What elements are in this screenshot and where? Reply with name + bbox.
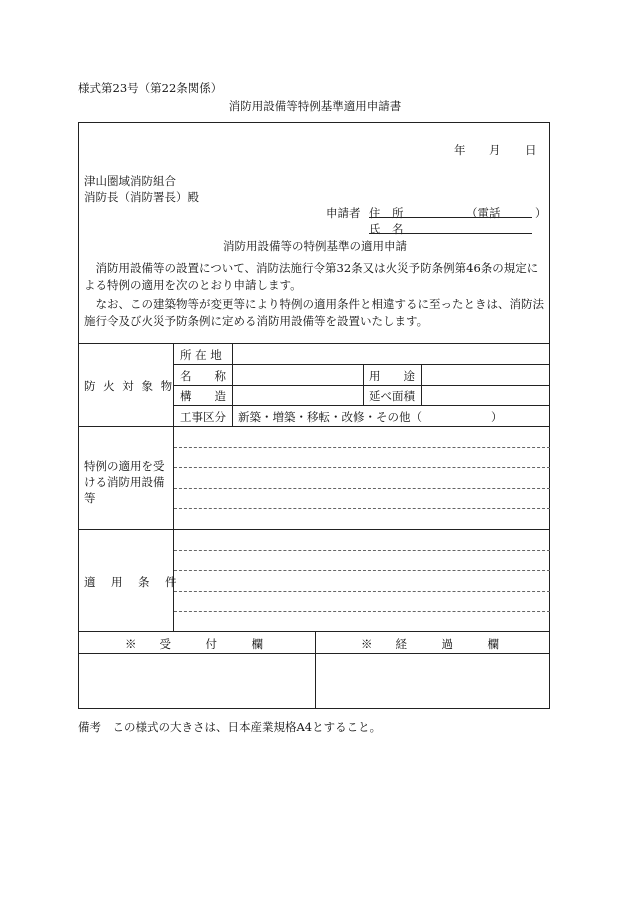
conditions-dashed-line <box>174 550 550 551</box>
applicant-name-label: 氏 名 <box>369 222 404 236</box>
request-subtitle: 消防用設備等の特例基準の適用申請 <box>223 239 407 253</box>
remarks-note: 備考 この様式の大きさは、日本産業規格A4とすること。 <box>78 720 382 734</box>
special-equipment-label: 特例の適用を受ける消防用設備等 <box>84 459 165 505</box>
object-section-rule <box>79 426 550 427</box>
progress-column-header: ※ 経 過 欄 <box>361 637 499 651</box>
conditions-dashed-line <box>174 591 550 592</box>
work-type-label: 工事区分 <box>180 410 226 424</box>
use-label: 用 途 <box>369 369 415 383</box>
structure-label: 構 造 <box>180 389 226 403</box>
equipment-dashed-line <box>174 467 550 468</box>
structure-row-rule <box>173 405 550 406</box>
date-day-label: 日 <box>525 143 537 157</box>
bottom-column-divider <box>315 631 316 709</box>
addressee-organization: 津山圏域消防組合 <box>84 174 176 188</box>
work-type-options: 新築・増築・移転・改修・その他（ ） <box>238 410 503 424</box>
applicant-label: 申請者 <box>326 206 361 220</box>
application-conditions-label: 適 用 条 件 <box>84 575 179 589</box>
fire-prevention-object-label: 防 火 対 象 物 <box>84 379 175 393</box>
equipment-section-rule <box>79 529 550 530</box>
name-underline <box>369 233 532 234</box>
location-row-rule <box>173 364 550 365</box>
floor-area-label: 延べ面積 <box>369 389 415 403</box>
building-name-label: 名 称 <box>180 369 226 383</box>
sublabel-column-divider <box>232 343 233 426</box>
date-month-label: 月 <box>489 143 501 157</box>
equipment-dashed-line <box>174 447 550 448</box>
table-top-rule <box>79 343 550 344</box>
applicant-phone-label: （電話 ） <box>466 206 547 220</box>
use-column-divider <box>363 364 364 405</box>
request-paragraph-2: なお、この建築物等が変更等により特例の適用条件と相違するに至ったときは、消防法施行令及び火災予防条例に定める消防用設備等を設置いたします。 <box>84 297 544 328</box>
form-title: 消防用設備等特例基準適用申請書 <box>228 99 402 113</box>
request-paragraph-1: 消防用設備等の設置について、消防法施行令第32条又は火災予防条例第46条の規定による特例の適用を次のとおり申請します。 <box>84 261 539 292</box>
reception-column-header: ※ 受 付 欄 <box>125 637 263 651</box>
use-value-divider <box>421 364 422 405</box>
address-underline <box>369 217 532 218</box>
conditions-dashed-line <box>174 570 550 571</box>
location-label: 所 在 地 <box>180 348 222 362</box>
form-number: 様式第23号（第22条関係） <box>78 81 223 95</box>
conditions-dashed-line <box>174 611 550 612</box>
equipment-dashed-line <box>174 508 550 509</box>
name-row-rule <box>173 385 550 386</box>
addressee-title: 消防長（消防署長）殿 <box>84 190 199 204</box>
equipment-dashed-line <box>174 488 550 489</box>
applicant-address-label: 住 所 <box>369 206 404 220</box>
date-year-label: 年 <box>454 143 466 157</box>
